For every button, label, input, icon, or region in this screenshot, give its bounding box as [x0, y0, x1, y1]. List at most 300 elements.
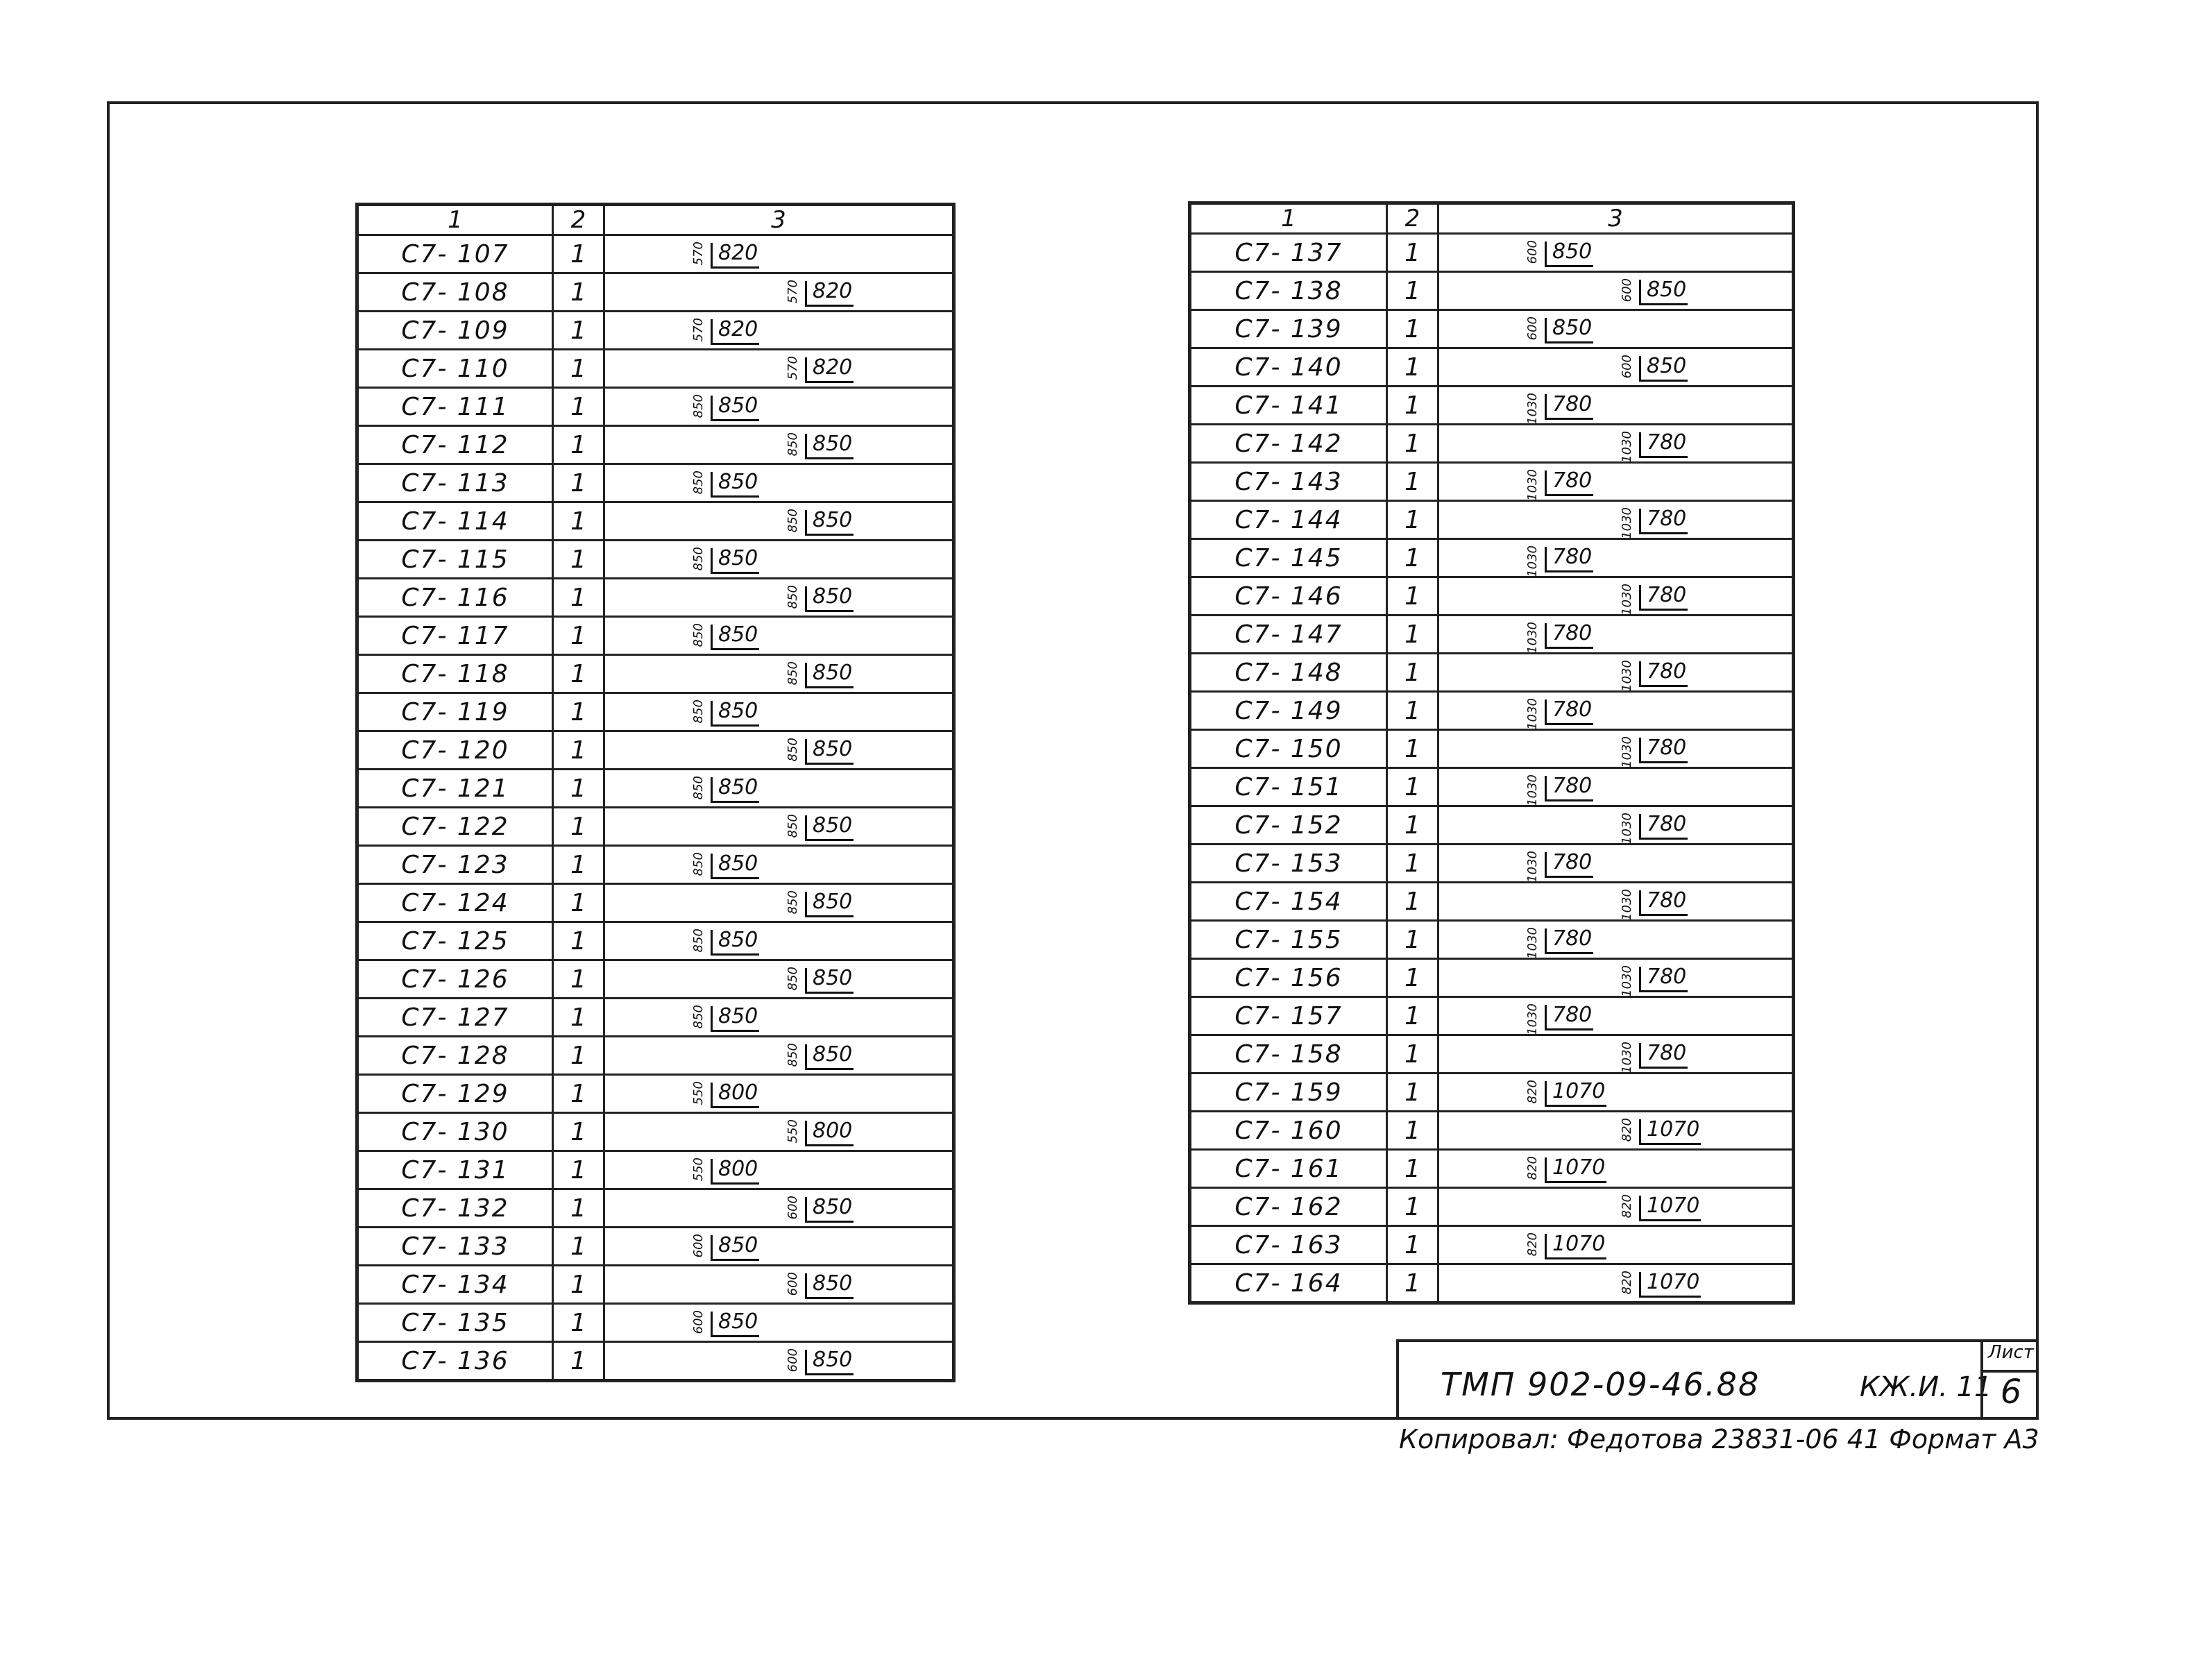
- bar-shape: [604, 312, 954, 350]
- bar-length: 1070: [1545, 1157, 1606, 1183]
- bar-shape: [1438, 883, 1794, 921]
- table-row: [1190, 310, 1794, 348]
- bar-length: 1070: [1639, 1196, 1701, 1221]
- bar-quantity: 1: [1387, 1226, 1438, 1264]
- leg-length: 1030: [1620, 813, 1634, 845]
- bar-quantity: 1: [1387, 272, 1438, 310]
- bar-mark: С7- 145: [1190, 539, 1387, 577]
- table-row: [357, 502, 954, 541]
- bar-quantity: 1: [1387, 806, 1438, 845]
- bar-mark: С7- 140: [1190, 348, 1387, 387]
- table-row: [1190, 1074, 1794, 1112]
- bar-shape: [604, 235, 954, 273]
- bar-mark: С7- 112: [357, 426, 553, 464]
- bar-mark: С7- 125: [357, 922, 553, 960]
- bar-shape: [604, 579, 954, 617]
- col-header-1: 1: [357, 205, 553, 235]
- leg-length: 1030: [1620, 507, 1634, 539]
- table-row: [1190, 577, 1794, 616]
- bar-quantity: 1: [1387, 921, 1438, 959]
- bar-mark: С7- 119: [357, 693, 553, 731]
- leg-length: 850: [786, 432, 800, 457]
- bar-shape: [604, 884, 954, 922]
- bar-mark: С7- 141: [1190, 387, 1387, 425]
- bar-length: 850: [1545, 241, 1593, 267]
- table-row: [357, 1228, 954, 1266]
- leg-length: 850: [691, 776, 706, 800]
- copied-by-note: Копировал: Федотова 23831-06 41 Формат А3: [1399, 1424, 2039, 1454]
- bar-shape: [604, 655, 954, 693]
- bar-length: 850: [711, 1006, 759, 1032]
- col-header-2: 2: [1387, 203, 1438, 234]
- bar-mark: С7- 146: [1190, 577, 1387, 616]
- leg-length: 1030: [1620, 431, 1634, 463]
- bar-quantity: 1: [1387, 425, 1438, 463]
- bar-quantity: 1: [553, 1075, 604, 1113]
- bar-mark: С7- 157: [1190, 997, 1387, 1035]
- leg-length: 820: [1525, 1232, 1540, 1257]
- bar-mark: С7- 162: [1190, 1188, 1387, 1226]
- col-header-3: 3: [604, 205, 954, 235]
- leg-length: 550: [691, 1081, 706, 1105]
- leg-length: 1030: [1525, 698, 1540, 730]
- bar-length: 1070: [1545, 1234, 1606, 1259]
- bar-shape: [604, 350, 954, 388]
- bar-mark: С7- 113: [357, 464, 553, 502]
- sheet-number: 6: [2000, 1373, 2022, 1411]
- bar-shape: [604, 1037, 954, 1075]
- bar-length: 850: [1639, 356, 1688, 382]
- bar-length: 1070: [1639, 1119, 1701, 1145]
- bar-quantity: 1: [553, 1151, 604, 1189]
- table-row: [357, 541, 954, 579]
- bar-mark: С7- 126: [357, 960, 553, 999]
- bar-quantity: 1: [553, 502, 604, 541]
- bar-shape: [1438, 1150, 1794, 1188]
- table-row: [1190, 387, 1794, 425]
- bar-mark: С7- 130: [357, 1113, 553, 1151]
- table-header: [1190, 203, 1794, 234]
- table-row: [1190, 539, 1794, 577]
- bar-quantity: 1: [553, 1189, 604, 1228]
- leg-length: 600: [786, 1272, 800, 1296]
- table-row: [1190, 234, 1794, 272]
- bar-length: 820: [805, 281, 854, 307]
- bar-quantity: 1: [553, 960, 604, 999]
- leg-length: 850: [691, 852, 706, 876]
- table-row: [357, 388, 954, 426]
- leg-length: 550: [786, 1119, 800, 1144]
- bar-length: 850: [711, 930, 759, 956]
- bar-quantity: 1: [1387, 997, 1438, 1035]
- table-row: [1190, 425, 1794, 463]
- bar-length: 780: [1545, 470, 1593, 496]
- bar-shape: [1438, 310, 1794, 348]
- bar-quantity: 1: [1387, 1188, 1438, 1226]
- bar-length: 780: [1545, 547, 1593, 572]
- bar-quantity: 1: [553, 579, 604, 617]
- table-row: [1190, 768, 1794, 806]
- leg-length: 850: [786, 814, 800, 838]
- bar-mark: С7- 114: [357, 502, 553, 541]
- bar-length: 850: [711, 1235, 759, 1261]
- bar-shape: [604, 846, 954, 884]
- bar-quantity: 1: [553, 693, 604, 731]
- bar-mark: С7- 120: [357, 731, 553, 770]
- table-row: [357, 273, 954, 312]
- bar-mark: С7- 147: [1190, 616, 1387, 654]
- bar-quantity: 1: [1387, 501, 1438, 539]
- bar-quantity: 1: [553, 655, 604, 693]
- bar-shape: [1438, 387, 1794, 425]
- bar-mark: С7- 152: [1190, 806, 1387, 845]
- bar-shape: [1438, 692, 1794, 730]
- bar-mark: С7- 158: [1190, 1035, 1387, 1074]
- leg-length: 850: [786, 585, 800, 609]
- bar-length: 780: [1639, 432, 1688, 458]
- bar-shape: [1438, 730, 1794, 768]
- bar-quantity: 1: [1387, 310, 1438, 348]
- bar-length: 780: [1639, 890, 1688, 916]
- bar-length: 850: [711, 396, 759, 421]
- bar-mark: С7- 109: [357, 312, 553, 350]
- bar-quantity: 1: [553, 1266, 604, 1304]
- leg-length: 1030: [1620, 1042, 1634, 1074]
- table-row: [1190, 616, 1794, 654]
- table-row: [1190, 272, 1794, 310]
- table-row: [357, 960, 954, 999]
- leg-length: 600: [691, 1310, 706, 1334]
- bar-mark: С7- 150: [1190, 730, 1387, 768]
- bar-mark: С7- 149: [1190, 692, 1387, 730]
- leg-length: 1030: [1620, 660, 1634, 692]
- bar-length: 850: [805, 1350, 854, 1375]
- leg-length: 820: [1525, 1080, 1540, 1104]
- table-row: [1190, 501, 1794, 539]
- bar-shape: [604, 693, 954, 731]
- table-row: [357, 1075, 954, 1113]
- bar-length: 850: [805, 510, 854, 536]
- leg-length: 600: [786, 1196, 800, 1220]
- leg-length: 850: [691, 394, 706, 418]
- bar-mark: С7- 133: [357, 1228, 553, 1266]
- bar-shape: [1438, 425, 1794, 463]
- bar-shape: [1438, 1035, 1794, 1074]
- table-row: [357, 884, 954, 922]
- bar-length: 850: [711, 625, 759, 650]
- bar-shape: [1438, 1074, 1794, 1112]
- table-row: [357, 731, 954, 770]
- bar-length: 780: [1545, 928, 1593, 954]
- bar-quantity: 1: [1387, 577, 1438, 616]
- leg-length: 820: [1620, 1271, 1634, 1295]
- bar-quantity: 1: [1387, 234, 1438, 272]
- table-row: [357, 1342, 954, 1381]
- leg-length: 570: [786, 280, 800, 304]
- leg-length: 1030: [1525, 851, 1540, 883]
- table-row: [1190, 1226, 1794, 1264]
- bar-shape: [1438, 806, 1794, 845]
- bar-shape: [604, 273, 954, 312]
- bar-mark: С7- 154: [1190, 883, 1387, 921]
- leg-length: 850: [691, 623, 706, 647]
- bar-shape: [604, 464, 954, 502]
- table-row: [1190, 1035, 1794, 1074]
- leg-length: 850: [691, 928, 706, 953]
- specification-table-right: [1188, 201, 1795, 1305]
- bar-mark: С7- 143: [1190, 463, 1387, 501]
- leg-length: 1030: [1525, 393, 1540, 425]
- bar-shape: [1438, 577, 1794, 616]
- bar-mark: С7- 134: [357, 1266, 553, 1304]
- bar-mark: С7- 107: [357, 235, 553, 273]
- bar-quantity: 1: [1387, 730, 1438, 768]
- bar-quantity: 1: [1387, 1035, 1438, 1074]
- bar-mark: С7- 137: [1190, 234, 1387, 272]
- table-row: [357, 426, 954, 464]
- bar-shape: [604, 1228, 954, 1266]
- bar-mark: С7- 121: [357, 770, 553, 808]
- table-row: [1190, 1112, 1794, 1150]
- bar-shape: [1438, 997, 1794, 1035]
- bar-quantity: 1: [1387, 768, 1438, 806]
- leg-length: 570: [691, 318, 706, 342]
- bar-length: 780: [1545, 776, 1593, 801]
- document-code: ТМП 902-09-46.88: [1441, 1366, 1760, 1403]
- leg-length: 850: [691, 699, 706, 724]
- specification-table-left: [355, 203, 956, 1382]
- bar-length: 780: [1545, 1005, 1593, 1030]
- bar-length: 800: [711, 1159, 759, 1185]
- leg-length: 1030: [1620, 889, 1634, 921]
- bar-mark: С7- 164: [1190, 1264, 1387, 1303]
- leg-length: 850: [691, 1005, 706, 1029]
- table-row: [357, 770, 954, 808]
- bar-length: 780: [1639, 509, 1688, 534]
- leg-length: 1030: [1525, 469, 1540, 501]
- bar-shape: [1438, 1112, 1794, 1150]
- bar-shape: [604, 541, 954, 579]
- bar-shape: [1438, 1188, 1794, 1226]
- bar-shape: [604, 1266, 954, 1304]
- bar-length: 800: [805, 1121, 854, 1146]
- table-row: [357, 999, 954, 1037]
- leg-length: 600: [1620, 355, 1634, 379]
- bar-mark: С7- 115: [357, 541, 553, 579]
- bar-shape: [1438, 959, 1794, 997]
- bar-length: 820: [711, 243, 759, 269]
- bar-length: 820: [711, 319, 759, 345]
- bar-mark: С7- 135: [357, 1304, 553, 1342]
- bar-mark: С7- 118: [357, 655, 553, 693]
- bar-length: 780: [1639, 967, 1688, 992]
- table-row: [357, 693, 954, 731]
- bar-quantity: 1: [553, 464, 604, 502]
- table-row: [1190, 959, 1794, 997]
- bar-shape: [1438, 921, 1794, 959]
- leg-length: 850: [786, 509, 800, 533]
- bar-length: 1070: [1545, 1081, 1606, 1107]
- bar-mark: С7- 144: [1190, 501, 1387, 539]
- bar-mark: С7- 108: [357, 273, 553, 312]
- bar-shape: [604, 1075, 954, 1113]
- leg-length: 1030: [1525, 927, 1540, 959]
- bar-quantity: 1: [1387, 654, 1438, 692]
- bar-quantity: 1: [553, 999, 604, 1037]
- bar-length: 850: [805, 434, 854, 459]
- bar-shape: [1438, 348, 1794, 387]
- bar-length: 850: [805, 739, 854, 765]
- bar-mark: С7- 123: [357, 846, 553, 884]
- leg-length: 600: [786, 1348, 800, 1373]
- bar-mark: С7- 163: [1190, 1226, 1387, 1264]
- bar-mark: С7- 129: [357, 1075, 553, 1113]
- bar-quantity: 1: [1387, 959, 1438, 997]
- bar-quantity: 1: [553, 235, 604, 273]
- table-row: [357, 1266, 954, 1304]
- table-row: [357, 846, 954, 884]
- bar-quantity: 1: [1387, 387, 1438, 425]
- bar-quantity: 1: [1387, 1112, 1438, 1150]
- bar-mark: С7- 116: [357, 579, 553, 617]
- bar-length: 850: [1639, 280, 1688, 305]
- leg-length: 570: [786, 356, 800, 380]
- bar-length: 850: [711, 472, 759, 498]
- table-row: [357, 922, 954, 960]
- bar-quantity: 1: [553, 884, 604, 922]
- table-row: [357, 464, 954, 502]
- bar-shape: [604, 922, 954, 960]
- bar-shape: [1438, 654, 1794, 692]
- bar-length: 850: [711, 1312, 759, 1337]
- table-row: [357, 1113, 954, 1151]
- leg-length: 600: [1620, 278, 1634, 303]
- bar-mark: С7- 131: [357, 1151, 553, 1189]
- bar-quantity: 1: [1387, 616, 1438, 654]
- bar-mark: С7- 155: [1190, 921, 1387, 959]
- leg-length: 850: [786, 967, 800, 991]
- bar-shape: [604, 808, 954, 846]
- bar-length: 780: [1545, 394, 1593, 420]
- bar-shape: [604, 1304, 954, 1342]
- bar-quantity: 1: [553, 426, 604, 464]
- bar-quantity: 1: [553, 770, 604, 808]
- bar-quantity: 1: [553, 617, 604, 655]
- bar-mark: С7- 161: [1190, 1150, 1387, 1188]
- bar-quantity: 1: [1387, 692, 1438, 730]
- bar-quantity: 1: [553, 541, 604, 579]
- bar-quantity: 1: [553, 922, 604, 960]
- bar-quantity: 1: [553, 388, 604, 426]
- table-row: [1190, 845, 1794, 883]
- bar-mark: С7- 138: [1190, 272, 1387, 310]
- section-code: КЖ.И. 11: [1860, 1371, 1992, 1403]
- bar-shape: [604, 770, 954, 808]
- bar-length: 780: [1639, 738, 1688, 763]
- leg-length: 600: [1525, 316, 1540, 341]
- bar-length: 850: [805, 1197, 854, 1223]
- title-block: [1396, 1339, 2039, 1420]
- col-header-1: 1: [1190, 203, 1387, 234]
- bar-shape: [604, 1342, 954, 1381]
- bar-mark: С7- 156: [1190, 959, 1387, 997]
- bar-shape: [604, 731, 954, 770]
- bar-mark: С7- 142: [1190, 425, 1387, 463]
- bar-mark: С7- 160: [1190, 1112, 1387, 1150]
- leg-length: 1030: [1525, 545, 1540, 577]
- leg-length: 850: [691, 547, 706, 571]
- table-row: [1190, 1264, 1794, 1303]
- table-row: [1190, 806, 1794, 845]
- table-row: [1190, 654, 1794, 692]
- bar-length: 850: [805, 1273, 854, 1299]
- bar-length: 850: [805, 663, 854, 688]
- bar-quantity: 1: [553, 1113, 604, 1151]
- leg-length: 1030: [1525, 1003, 1540, 1035]
- bar-shape: [1438, 768, 1794, 806]
- leg-length: 600: [1525, 240, 1540, 264]
- table-row: [1190, 348, 1794, 387]
- bar-quantity: 1: [553, 1037, 604, 1075]
- bar-quantity: 1: [553, 1342, 604, 1381]
- leg-length: 550: [691, 1157, 706, 1182]
- bar-shape: [1438, 1264, 1794, 1303]
- bar-length: 780: [1545, 699, 1593, 725]
- bar-mark: С7- 153: [1190, 845, 1387, 883]
- bar-shape: [1438, 1226, 1794, 1264]
- leg-length: 820: [1525, 1156, 1540, 1180]
- bar-quantity: 1: [553, 1228, 604, 1266]
- bar-length: 820: [805, 357, 854, 383]
- bar-quantity: 1: [553, 273, 604, 312]
- bar-quantity: 1: [553, 731, 604, 770]
- bar-length: 780: [1639, 661, 1688, 687]
- table-row: [357, 312, 954, 350]
- bar-mark: С7- 148: [1190, 654, 1387, 692]
- bar-mark: С7- 159: [1190, 1074, 1387, 1112]
- bar-length: 850: [805, 892, 854, 917]
- table-row: [357, 1037, 954, 1075]
- col-header-3: 3: [1438, 203, 1794, 234]
- bar-quantity: 1: [1387, 845, 1438, 883]
- bar-mark: С7- 139: [1190, 310, 1387, 348]
- bar-shape: [604, 502, 954, 541]
- bar-shape: [604, 617, 954, 655]
- leg-length: 570: [691, 241, 706, 266]
- leg-length: 850: [786, 661, 800, 686]
- bar-length: 780: [1639, 585, 1688, 611]
- table-row: [357, 655, 954, 693]
- col-header-2: 2: [553, 205, 604, 235]
- bar-quantity: 1: [1387, 463, 1438, 501]
- bar-length: 850: [711, 548, 759, 574]
- bar-shape: [1438, 539, 1794, 577]
- table-row: [357, 1304, 954, 1342]
- bar-shape: [604, 960, 954, 999]
- leg-length: 1030: [1620, 584, 1634, 616]
- bar-length: 850: [711, 854, 759, 879]
- bar-shape: [604, 388, 954, 426]
- bar-length: 1070: [1639, 1272, 1701, 1298]
- bar-mark: С7- 117: [357, 617, 553, 655]
- table-row: [357, 235, 954, 273]
- bar-quantity: 1: [1387, 1264, 1438, 1303]
- table-row: [357, 579, 954, 617]
- table-row: [1190, 1150, 1794, 1188]
- bar-mark: С7- 124: [357, 884, 553, 922]
- bar-quantity: 1: [553, 846, 604, 884]
- table-row: [1190, 1188, 1794, 1226]
